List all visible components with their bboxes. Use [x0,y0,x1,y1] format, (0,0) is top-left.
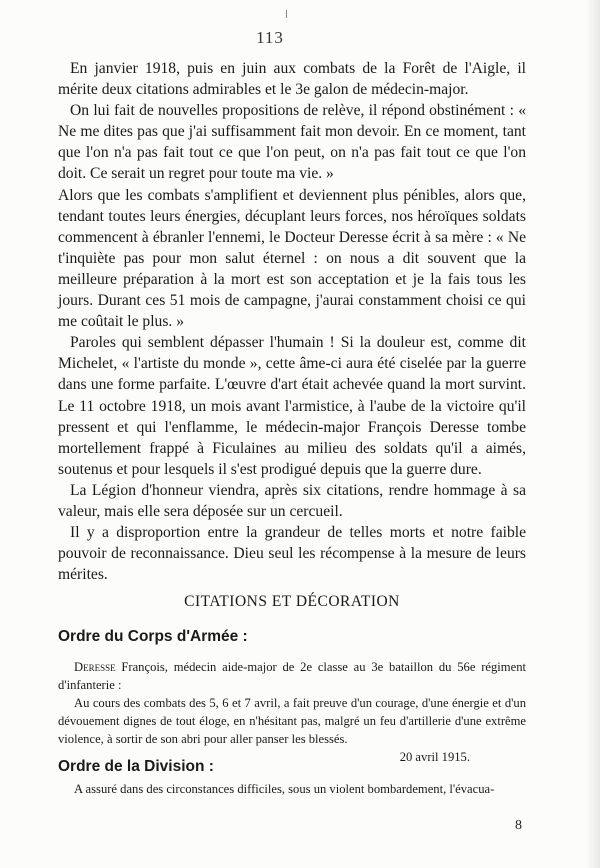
section-heading: CITATIONS ET DÉCORATION [184,593,400,610]
paragraph: La Légion d'honneur viendra, après six citations, rendre hommage à sa valeur, mais elle sera déposée sur un cercueil. [58,481,526,520]
page-number: 113 [256,28,284,47]
page-edge-shadow [586,0,600,868]
order-title: Ordre du Corps d'Armée : [58,628,248,645]
signature-mark: 8 [515,818,522,833]
paragraph: Alors que les combats s'amplifient et deviennent plus pénibles, alors que, tendant toutes leurs énergies, décuplant leurs forces, nos héroïques soldats commencent à ébranler l'ennemi, le Docteur Deresse écrit à sa mère : « Ne t'inquiète pas pour mon salut éternel : on nous a dit souvent que la meilleure préparation à la mort est son acceptation et je la fais tous les jours. Durant ces 51 mois de campagne, j'aurai constamment choisi ce qui me coûtait le plus. » [58,186,526,331]
page-mark [286,10,287,18]
paragraph: On lui fait de nouvelles propositions de relève, il répond obstinément : « Ne me dites pas que j'ai suffisamment fait mon devoir. En ce moment, tant que l'on n'a pas fait tout ce que l'on peut, on n'a pas fait tout ce que l'on doit. Ce serait un regret pour toute ma vie. » [58,102,526,183]
order-title: Ordre de la Division : [58,758,214,775]
paragraph: Paroles qui semblent dépasser l'humain ! Si la douleur est, comme dit Michelet, « l'artiste du monde », cette âme-ci aura été ciselée par la guerre dans une forme parfaite. L'œuvre d'art était achevée quand la mort survint. Le 11 octobre 1918, un mois avant l'armistice, à l'aube de la victoire qu'il pressent et qui l'enflamme, le médecin-major François Deresse tombe mortellement frappé à Ficulaines au milieu des soldats qu'il a aimés, soutenus et pour lesquels il s'est prodigué depuis que la guerre dure. [58,334,526,478]
citation-name: Deresse [74,660,116,674]
body-text [58,58,526,585]
citation-date: 20 avril 1915. [399,750,470,764]
citation [58,658,526,766]
citation-intro-text: François, médecin aide-major de 2e classe au 3e bataillon du 56e régiment d'infanterie : [58,660,526,692]
paragraph: En janvier 1918, puis en juin aux combats de la Forêt de l'Aigle, il mérite deux citations admirables et le 3e galon de médecin-major. [58,60,526,99]
citation [58,780,526,798]
citation-text: A assuré dans des circonstances difficiles, sous un violent bombardement, l'évacua- [74,782,495,796]
paragraph: Il y a disproportion entre la grandeur de telles morts et notre faible pouvoir de reconnaissance. Dieu seul les récompense à la mesure de leurs mérites. [58,524,526,584]
citation-intro [58,658,526,694]
citation-text: Au cours des combats des 5, 6 et 7 avril, a fait preuve d'un courage, d'une énergie et d'un dévouement dignes de tout éloge, en n'hésitant pas, malgré un feu d'artillerie d'une extrême violence, à sortir de son abri pour aller panser les blessés. [58,696,526,746]
